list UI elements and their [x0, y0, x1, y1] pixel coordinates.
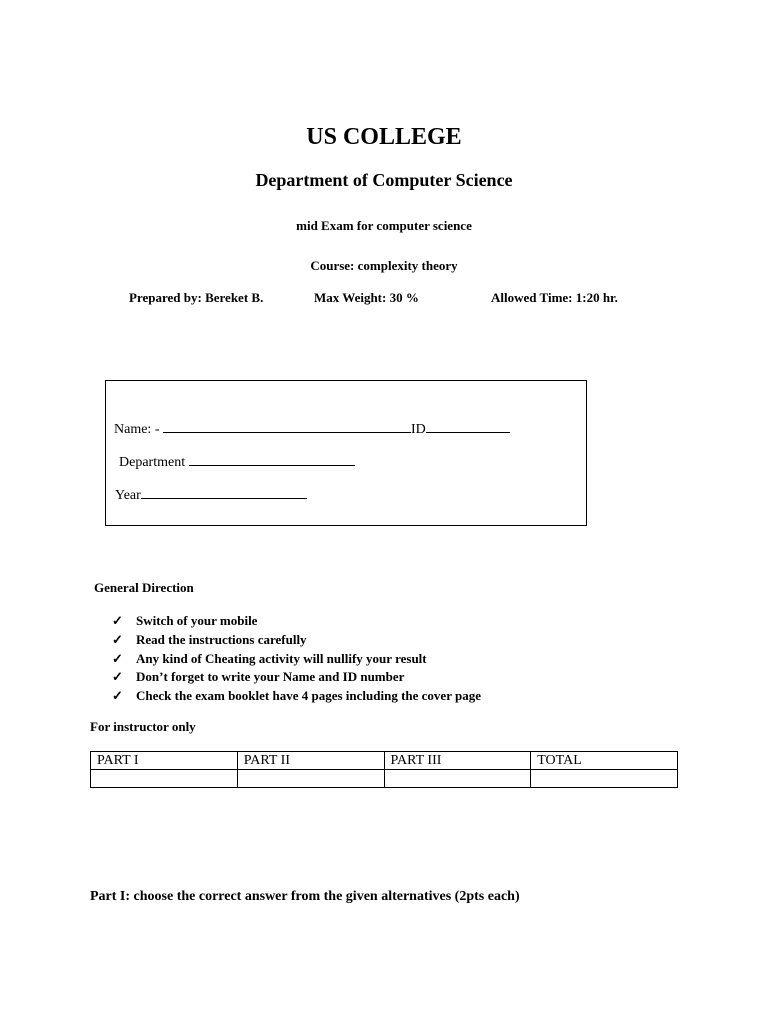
- part-one-heading: Part I: choose the correct answer from the given alternatives (2pts each): [90, 889, 520, 904]
- direction-text: Switch of your mobile: [136, 613, 258, 628]
- direction-text: Check the exam booklet have 4 pages including the cover page: [136, 688, 481, 704]
- year-field: [115, 486, 307, 504]
- score-cell-part-2[interactable]: [237, 770, 384, 788]
- name-input-line[interactable]: [163, 420, 411, 433]
- check-icon: ✓: [112, 688, 123, 704]
- department-field: [119, 453, 355, 471]
- name-label: Name: -: [114, 422, 163, 437]
- header-part-2: PART II: [237, 752, 384, 770]
- check-icon: ✓: [112, 613, 123, 628]
- year-label: Year: [115, 488, 141, 503]
- max-weight: Max Weight: 30 %: [314, 290, 419, 305]
- direction-text: Read the instructions carefully: [136, 631, 307, 647]
- list-item: [112, 687, 481, 706]
- score-cell-total[interactable]: [531, 770, 678, 788]
- check-icon: ✓: [112, 650, 123, 666]
- table-row: [91, 752, 678, 770]
- score-cell-part-1[interactable]: [91, 770, 238, 788]
- list-item: [112, 612, 481, 631]
- department-title: Department of Computer Science: [255, 170, 513, 190]
- list-item: [112, 668, 481, 687]
- prepared-by: Prepared by: Bereket B.: [129, 290, 264, 305]
- check-icon: ✓: [112, 631, 123, 647]
- direction-text: Don’t forget to write your Name and ID number: [136, 669, 405, 685]
- department-input-line[interactable]: [189, 453, 355, 466]
- score-table: [90, 751, 678, 788]
- header-part-1: PART I: [91, 752, 238, 770]
- list-item: [112, 650, 481, 669]
- id-label: ID: [410, 422, 426, 437]
- header-total: TOTAL: [531, 752, 678, 770]
- header-part-3: PART III: [384, 752, 531, 770]
- list-item: [112, 631, 481, 650]
- check-icon: ✓: [112, 669, 123, 685]
- allowed-time: Allowed Time: 1:20 hr.: [491, 290, 618, 305]
- course-title: Course: complexity theory: [310, 258, 458, 273]
- college-title: US COLLEGE: [306, 124, 462, 150]
- direction-text: Any kind of Cheating activity will nullify your result: [136, 650, 427, 666]
- instructor-heading: For instructor only: [90, 719, 196, 734]
- name-field: [114, 420, 510, 438]
- department-label: Department: [119, 455, 189, 470]
- id-input-line[interactable]: [426, 420, 510, 433]
- year-input-line[interactable]: [141, 486, 307, 499]
- exam-title: mid Exam for computer science: [296, 218, 472, 233]
- general-direction-heading: General Direction: [94, 580, 194, 595]
- direction-list: [112, 612, 481, 706]
- score-cell-part-3[interactable]: [384, 770, 531, 788]
- table-row: [91, 770, 678, 788]
